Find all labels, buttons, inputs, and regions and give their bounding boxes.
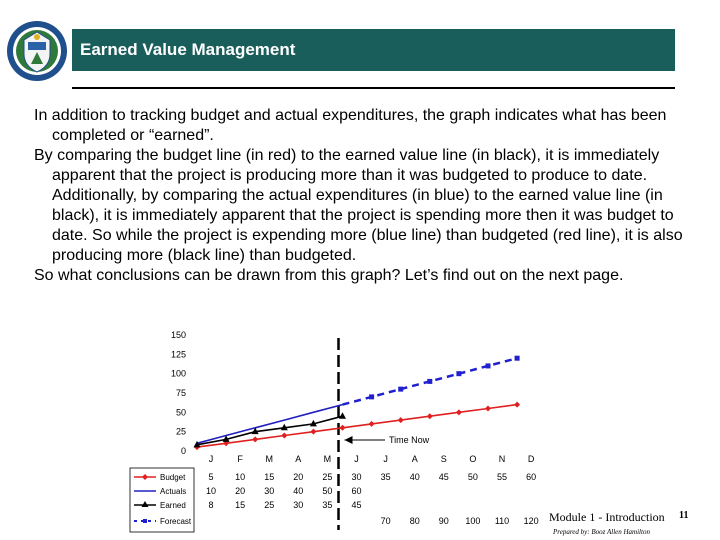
y-tick-label: 0: [180, 446, 186, 456]
y-tick-label: 150: [170, 330, 186, 340]
table-cell: 15: [264, 472, 275, 482]
data-point-budget: [310, 429, 316, 435]
data-point-forecast: [486, 363, 491, 368]
legend-label-budget: Budget: [160, 473, 186, 482]
table-cell: 50: [322, 486, 333, 496]
x-category-label: M: [323, 454, 332, 464]
x-category-label: S: [440, 454, 447, 464]
legend-marker-earned: [142, 501, 149, 507]
table-cell: 50: [467, 472, 478, 482]
data-point-budget: [456, 409, 462, 415]
table-cell: 30: [293, 500, 304, 510]
paragraph-2: By comparing the budget line (in red) to the earned value line (in black), it is immediately apparent that the project is producing more than it was budgeted to produce to date. Additionally, by comparing the actual expenditures (in blue) to the earned value line (in black), it is immediately apparent that the project is spending more then it was budget to date. So while the project is expending more (blue line) than budgeted (red line), it is also producing more (black line) than budgeted.: [34, 147, 683, 264]
data-point-budget: [514, 402, 520, 408]
data-point-budget: [398, 417, 404, 423]
time-now-label: Time Now: [389, 435, 430, 445]
legend-marker-forecast: [143, 519, 147, 523]
y-tick-label: 50: [175, 407, 186, 418]
page-number: 11: [679, 510, 689, 521]
table-cell: 40: [409, 472, 420, 482]
x-category-label: O: [469, 454, 477, 464]
table-cell: 30: [264, 486, 275, 496]
x-category-label: D: [527, 454, 535, 464]
y-tick-label: 100: [170, 368, 186, 379]
x-category-label: F: [237, 454, 243, 464]
table-cell: 60: [351, 486, 362, 496]
legend-label-actuals: Actuals: [160, 487, 187, 496]
x-category-label: J: [208, 454, 214, 464]
x-category-label: N: [498, 454, 506, 464]
footer-prepared-by: Prepared by: Booz Allen Hamilton: [553, 528, 650, 536]
data-point-earned: [339, 412, 346, 419]
data-point-forecast: [427, 379, 432, 384]
table-cell: 120: [523, 516, 539, 526]
table-cell: 8: [208, 500, 214, 510]
data-point-budget: [369, 421, 375, 427]
table-cell: 10: [205, 486, 217, 496]
x-category-label: J: [383, 454, 388, 464]
x-category-label: J: [354, 454, 359, 464]
table-cell: 10: [235, 472, 246, 482]
table-cell: 80: [409, 516, 420, 526]
table-cell: 90: [438, 516, 449, 526]
time-now-arrowhead: [345, 436, 353, 444]
table-cell: 15: [235, 500, 246, 510]
table-cell: 100: [465, 516, 481, 526]
page-title: Earned Value Management: [80, 40, 296, 59]
x-category-label: M: [265, 454, 273, 464]
legend-label-forecast: Forecast: [160, 517, 192, 526]
table-cell: 55: [496, 472, 508, 482]
data-point-forecast: [369, 394, 374, 399]
table-cell: 25: [264, 500, 275, 510]
paragraph-1: In addition to tracking budget and actual expenditures, the graph indicates what has been completed or “earned”.: [34, 107, 667, 144]
table-cell: 40: [293, 486, 304, 496]
data-point-budget: [252, 436, 258, 442]
data-point-forecast: [515, 356, 520, 361]
table-cell: 110: [494, 516, 510, 526]
data-point-budget: [340, 425, 346, 431]
table-cell: 30: [351, 472, 362, 482]
data-point-budget: [485, 405, 491, 411]
legend-marker-budget: [142, 474, 148, 480]
legend-label-earned: Earned: [160, 501, 186, 510]
footer-module: Module 1 - Introduction: [549, 510, 665, 524]
table-cell: 5: [208, 472, 214, 482]
table-cell: 25: [322, 472, 333, 482]
data-point-forecast: [456, 371, 461, 376]
table-cell: 20: [235, 486, 246, 496]
table-cell: 45: [438, 472, 449, 482]
x-category-label: A: [411, 454, 418, 464]
data-point-forecast: [398, 387, 403, 392]
table-cell: 35: [322, 500, 333, 510]
paragraph-3: So what conclusions can be drawn from this graph? Let’s find out on the next page.: [34, 267, 624, 284]
table-cell: 35: [380, 472, 391, 482]
series-line-budget: [197, 405, 517, 448]
table-cell: 60: [526, 472, 537, 482]
y-tick-label: 25: [175, 426, 186, 437]
data-point-budget: [427, 413, 433, 419]
y-tick-label: 125: [170, 349, 186, 360]
table-cell: 70: [380, 516, 391, 526]
table-cell: 45: [351, 500, 362, 510]
y-tick-label: 75: [175, 388, 186, 398]
data-point-budget: [281, 433, 287, 439]
x-category-label: A: [295, 454, 302, 464]
table-cell: 20: [293, 472, 304, 482]
